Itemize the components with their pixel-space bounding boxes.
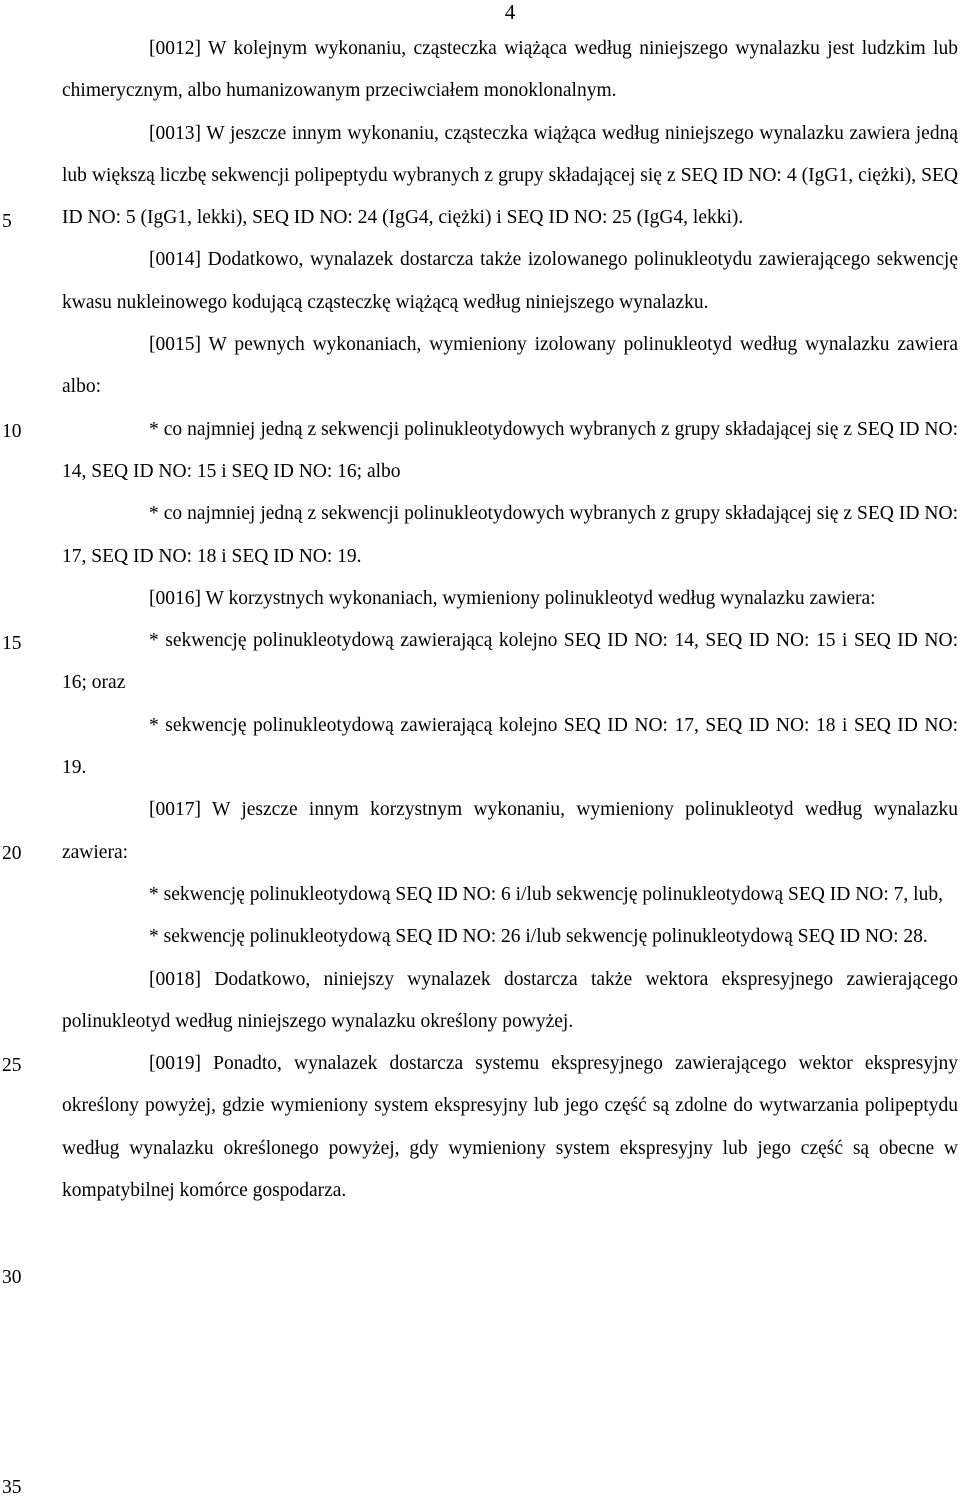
paragraph-0016: [0016] W korzystnych wykonaniach, wymieniony polinukleotyd według wynalazku zawiera:	[149, 587, 876, 609]
paragraph-0015: [0015] W pewnych wykonaniach, wymieniony izolowany polinukleotyd według wynalazku zawiera albo:	[62, 334, 958, 398]
line-number: 25	[2, 1055, 22, 1076]
list-item: * sekwencję polinukleotydową SEQ ID NO: 6 i/lub sekwencję polinukleotydową SEQ ID NO: 7, lub,	[149, 883, 943, 905]
paragraph-0019: [0019] Ponadto, wynalazek dostarcza systemu ekspresyjnego zawierającego wektor ekspresyjny określony powyżej, gdzie wymieniony system ekspresyjny lub jego część są zdolne do wytwarzania polipeptydu według wynalazku określonego powyżej, gdy wymieniony system ekspresyjny lub jego część są obecne w kompatybilnej komórce gospodarza.	[62, 1053, 958, 1202]
paragraph-0017: [0017] W jeszcze innym korzystnym wykonaniu, wymieniony polinukleotyd według wynalazku zawiera:	[62, 799, 958, 863]
line-number: 15	[2, 633, 22, 654]
line-number: 5	[2, 211, 12, 232]
page-number: 4	[504, 0, 516, 24]
paragraph-0012: [0012] W kolejnym wykonaniu, cząsteczka wiążąca według niniejszego wynalazku jest ludzkim lub chimerycznym, albo humanizowanym przeciwciałem monoklonalnym.	[62, 38, 958, 102]
list-item: * sekwencję polinukleotydową SEQ ID NO: 26 i/lub sekwencję polinukleotydową SEQ ID NO: 28.	[149, 926, 928, 948]
list-item: * co najmniej jedną z sekwencji polinukleotydowych wybranych z grupy składającej się z SEQ ID NO: 17, SEQ ID NO: 18 i SEQ ID NO: 19.	[62, 503, 958, 567]
list-item: * sekwencję polinukleotydową zawierającą kolejno SEQ ID NO: 14, SEQ ID NO: 15 i SEQ ID NO: 16; oraz	[62, 630, 958, 694]
list-item: * sekwencję polinukleotydową zawierającą kolejno SEQ ID NO: 17, SEQ ID NO: 18 i SEQ ID NO: 19.	[62, 714, 958, 779]
paragraph-0018: [0018] Dodatkowo, niniejszy wynalazek dostarcza także wektora ekspresyjnego zawierającego polinukleotyd według niniejszego wynalazku określony powyżej.	[62, 968, 958, 1032]
document-body	[62, 28, 958, 1212]
paragraph-0014: [0014] Dodatkowo, wynalazek dostarcza także izolowanego polinukleotydu zawierającego sekwencję kwasu nukleinowego kodującą cząsteczkę wiążącą według niniejszego wynalazku.	[62, 249, 958, 313]
line-number: 30	[2, 1267, 22, 1288]
line-number: 10	[2, 421, 22, 442]
line-number: 35	[2, 1477, 22, 1498]
line-number: 20	[2, 843, 22, 864]
paragraph-0013: [0013] W jeszcze innym wykonaniu, cząsteczka wiążąca według niniejszego wynalazku zawiera jedną lub większą liczbę sekwencji polipeptydu wybranych z grupy składającej się z SEQ ID NO: 4 (IgG1, ciężki), SEQ ID NO: 5 (IgG1, lekki), SEQ ID NO: 24 (IgG4, ciężki) i SEQ ID NO: 25 (IgG4, lekki).	[62, 122, 958, 229]
list-item: * co najmniej jedną z sekwencji polinukleotydowych wybranych z grupy składającej się z SEQ ID NO: 14, SEQ ID NO: 15 i SEQ ID NO: 16; albo	[62, 418, 958, 482]
line-number-margin	[0, 0, 40, 1505]
